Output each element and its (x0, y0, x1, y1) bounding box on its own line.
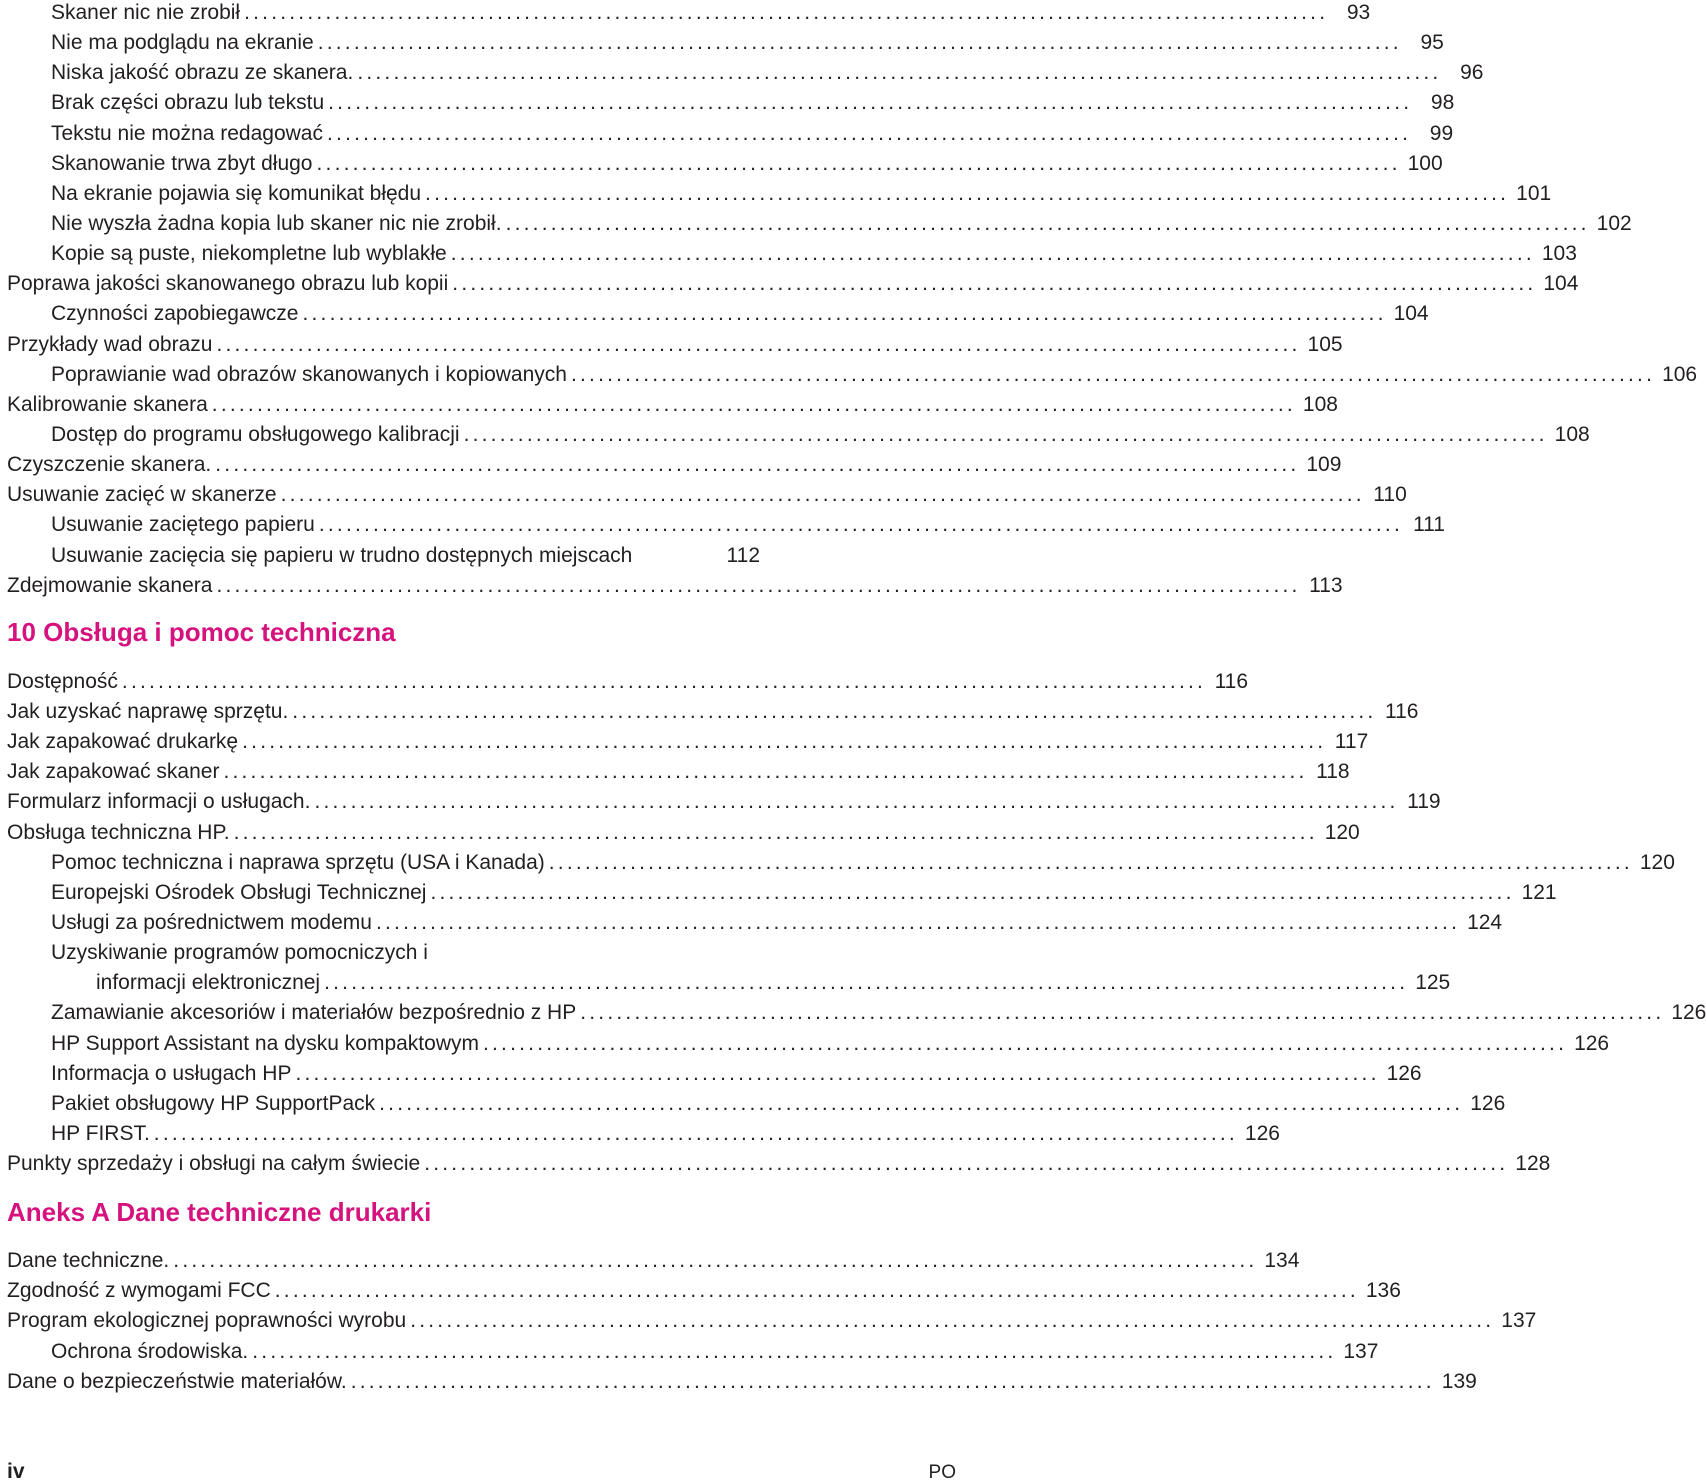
toc-entry-page: 126 (1244, 1121, 1280, 1145)
toc-entry[interactable] (7, 28, 1444, 58)
toc-entry[interactable] (7, 450, 1342, 480)
toc-group-specifications (7, 1246, 1537, 1397)
toc-dot-leader: ........................................................................................................................ (450, 242, 1535, 266)
toc-entry-page: 110 (1373, 483, 1407, 507)
toc-entry-page: 136 (1365, 1279, 1401, 1303)
toc-entry[interactable] (7, 480, 1407, 510)
toc-entry-title: Dane o bezpieczeństwie materiałów. (7, 1369, 347, 1393)
toc-entry-title: Usuwanie zaciętego papieru (51, 513, 315, 537)
toc-dot-leader: ........................................................................................................................ (379, 1091, 1464, 1115)
toc-entry-page: 118 (1316, 760, 1350, 784)
toc-dot-leader: ........................................................................................................................ (233, 820, 1318, 844)
toc-entry-title: Uzyskiwanie programów pomocniczych i (51, 941, 428, 965)
toc-entry-page: 109 (1306, 453, 1342, 477)
toc-entry-page: 117 (1334, 730, 1369, 754)
toc-entry-page: 96 (1460, 61, 1484, 85)
toc-dot-leader: ........................................................................................................................ (463, 422, 1548, 446)
toc-entry[interactable] (7, 360, 1698, 390)
toc-entry-page: 111 (1413, 513, 1445, 537)
toc-dot-leader: ........................................................................................................................ (274, 1279, 1359, 1303)
table-of-contents (7, 0, 1706, 1397)
toc-entry-page: 102 (1596, 211, 1632, 235)
toc-dot-leader: ........................................................................................................................ (215, 453, 1300, 477)
toc-dot-leader: ........................................................................................................................ (482, 1031, 1568, 1055)
toc-dot-leader: ........................................................................................................................ (295, 1061, 1380, 1085)
toc-entry-page: 112 (726, 543, 760, 567)
toc-dot-leader: ........................................................................................................................ (314, 790, 1399, 814)
toc-entry-title: Punkty sprzedaży i obsługi na całym świecie (7, 1152, 421, 1176)
toc-entry-page: 106 (1662, 362, 1698, 386)
toc-dot-leader: ........................................................................................................................ (424, 1152, 1509, 1176)
toc-entry[interactable] (7, 1089, 1506, 1119)
toc-entry-page: 104 (1393, 302, 1429, 326)
toc-entry-page: 139 (1441, 1369, 1477, 1393)
toc-entry[interactable] (7, 938, 760, 968)
toc-dot-leader: ........................................................................................................................ (316, 151, 1401, 175)
toc-entry-page: 105 (1307, 332, 1343, 356)
toc-entry-title: Czyszczenie skanera. (7, 453, 212, 477)
toc-entry[interactable] (7, 1149, 1551, 1179)
toc-entry-title: Pakiet obsługowy HP SupportPack (51, 1091, 376, 1115)
toc-entry[interactable] (7, 1029, 1610, 1059)
toc-entry-page: 101 (1516, 181, 1552, 205)
toc-entry[interactable] (7, 1059, 1422, 1089)
toc-entry[interactable] (7, 697, 1419, 727)
toc-entry-page: 126 (1574, 1031, 1610, 1055)
toc-entry-page: 126 (1671, 1001, 1706, 1025)
toc-entry[interactable] (7, 58, 1484, 88)
toc-dot-leader: ........................................................................................................................ (242, 730, 1327, 754)
toc-entry[interactable] (7, 848, 1675, 878)
toc-dot-leader: ........................................................................................................................ (302, 302, 1387, 326)
toc-entry-title: Przykłady wad obrazu (7, 332, 213, 356)
toc-entry-title: HP FIRST. (51, 1121, 150, 1145)
toc-dot-leader: ........................................................................................................................ (223, 760, 1308, 784)
toc-entry-page: 125 (1415, 971, 1451, 995)
toc-entry[interactable] (7, 1306, 1537, 1336)
toc-entry-page: 113 (1309, 573, 1343, 597)
toc-entry-page: 108 (1302, 392, 1338, 416)
toc-entry-title: Tekstu nie można redagować (51, 121, 323, 145)
toc-entry[interactable] (7, 541, 760, 571)
toc-entry-title: Usługi za pośrednictwem modemu (51, 910, 372, 934)
toc-entry-title: Kalibrowanie skanera (7, 392, 208, 416)
toc-entry-title: Usuwanie zacięcia się papieru w trudno dostępnych miejscach (51, 543, 633, 567)
toc-dot-leader: ........................................................................................................................ (216, 573, 1301, 597)
toc-entry-title: Na ekranie pojawia się komunikat błędu (51, 181, 422, 205)
toc-entry[interactable] (7, 998, 1706, 1028)
toc-entry[interactable] (7, 667, 1249, 697)
toc-entry[interactable] (7, 420, 1590, 450)
toc-entry-page: 120 (1324, 820, 1360, 844)
toc-entry-title: Kopie są puste, niekompletne lub wyblakłe (51, 242, 447, 266)
toc-entry[interactable] (7, 390, 1338, 420)
toc-entry[interactable] (7, 908, 1503, 938)
toc-dot-leader: ........................................................................................................................ (430, 880, 1515, 904)
toc-entry[interactable] (7, 209, 1632, 239)
toc-group-support (7, 667, 1706, 1179)
toc-entry-page: 104 (1543, 272, 1579, 296)
toc-entry-title: Poprawa jakości skanowanego obrazu lub kopii (7, 272, 449, 296)
toc-entry-title: Skanowanie trwa zbyt długo (51, 151, 313, 175)
toc-entry[interactable] (7, 239, 1577, 269)
toc-dot-leader: ........................................................................................................................ (548, 850, 1633, 874)
toc-entry[interactable] (7, 968, 1451, 998)
toc-entry-title: informacji elektronicznej (96, 971, 321, 995)
toc-entry-title: Usuwanie zacięć w skanerze (7, 483, 277, 507)
toc-entry-title: Niska jakość obrazu ze skanera. (51, 61, 354, 85)
toc-entry-title: Brak części obrazu lub tekstu (51, 91, 325, 115)
toc-entry[interactable] (7, 119, 1454, 149)
toc-entry-page: 98 (1430, 91, 1455, 115)
toc-entry-page: 99 (1429, 121, 1454, 145)
toc-entry[interactable] (7, 1119, 1280, 1149)
chapter-heading-appendix-a[interactable]: Aneks A Dane techniczne drukarki (7, 1197, 432, 1228)
toc-dot-leader: ........................................................................................................................ (153, 1121, 1238, 1145)
toc-dot-leader: ........................................................................................................................ (327, 121, 1412, 145)
toc-entry[interactable] (7, 269, 1579, 299)
page-number: iv (7, 1460, 25, 1483)
toc-entry[interactable] (7, 787, 1441, 817)
toc-entry-page: 137 (1501, 1309, 1537, 1333)
toc-entry[interactable] (7, 818, 1360, 848)
toc-entry-page: 120 (1639, 850, 1675, 874)
toc-entry[interactable] (7, 727, 1369, 757)
toc-dot-leader: ........................................................................................................................ (317, 31, 1402, 55)
toc-entry-title: Czynności zapobiegawcze (51, 302, 299, 326)
toc-entry-page: 116 (1384, 699, 1419, 723)
toc-entry-title: Europejski Ośrodek Obsługi Technicznej (51, 880, 427, 904)
toc-entry-title: Zamawianie akcesoriów i materiałów bezpośrednio z HP (51, 1001, 577, 1025)
toc-dot-leader: ........................................................................................................................ (121, 669, 1207, 693)
toc-entry[interactable] (7, 1337, 1379, 1367)
toc-entry[interactable] (7, 510, 1445, 540)
toc-entry[interactable] (7, 1276, 1401, 1306)
toc-entry-title: Zdejmowanie skanera (7, 573, 213, 597)
toc-entry[interactable] (7, 299, 1429, 329)
toc-entry-title: HP Support Assistant na dysku kompaktowym (51, 1031, 479, 1055)
toc-dot-leader: ........................................................................................................................ (211, 392, 1296, 416)
toc-dot-leader: ........................................................................................................................ (357, 61, 1442, 85)
toc-entry-title: Jak uzyskać naprawę sprzętu. (7, 699, 289, 723)
toc-entry-title: Informacja o usługach HP (51, 1061, 292, 1085)
toc-entry-page: 128 (1515, 1152, 1551, 1176)
toc-entry-title: Formularz informacji o usługach. (7, 790, 311, 814)
toc-entry-title: Obsługa techniczna HP. (7, 820, 230, 844)
toc-entry-title: Dostępność (7, 669, 118, 693)
toc-entry-title: Pomoc techniczna i naprawa sprzętu (USA i Kanada) (51, 850, 545, 874)
toc-entry-page: 121 (1521, 880, 1557, 904)
toc-entry-page: 100 (1407, 151, 1443, 175)
toc-entry[interactable] (7, 1367, 1477, 1397)
toc-dot-leader: ........................................................................................................................ (425, 181, 1510, 205)
toc-entry[interactable] (7, 757, 1350, 787)
toc-entry[interactable] (7, 149, 1443, 179)
toc-group-troubleshooting (7, 0, 1698, 601)
toc-entry-page: 116 (1214, 669, 1249, 693)
toc-dot-leader: ........................................................................................................................ (570, 362, 1656, 386)
toc-dot-leader: ........................................................................................................................ (505, 211, 1590, 235)
toc-entry-title: Dostęp do programu obsługowego kalibracji (51, 422, 460, 446)
toc-entry-title: Poprawianie wad obrazów skanowanych i kopiowanych (51, 362, 567, 386)
toc-entry-title: Nie ma podglądu na ekranie (51, 31, 314, 55)
toc-entry[interactable] (7, 0, 1371, 28)
chapter-heading-10[interactable]: 10 Obsługa i pomoc techniczna (7, 616, 396, 647)
toc-dot-leader: ........................................................................................................................ (216, 332, 1301, 356)
toc-entry-title: Skaner nic nie zrobił (51, 1, 241, 24)
toc-entry-page: 124 (1467, 910, 1503, 934)
toc-entry-page: 119 (1407, 790, 1441, 814)
toc-entry-title: Jak zapakować drukarkę (7, 730, 239, 754)
toc-entry-page: 126 (1386, 1061, 1422, 1085)
toc-dot-leader: ........................................................................................................................ (280, 483, 1365, 507)
toc-dot-leader: ........................................................................................................................ (580, 1001, 1665, 1025)
toc-dot-leader: ........................................................................................................................ (375, 910, 1461, 934)
toc-entry[interactable] (7, 1246, 1300, 1276)
toc-entry-title: Zgodność z wymogami FCC (7, 1279, 271, 1303)
toc-entry[interactable] (7, 571, 1343, 601)
toc-entry-page: 108 (1554, 422, 1590, 446)
toc-entry-page: 93 (1346, 1, 1371, 24)
toc-dot-leader: ........................................................................................................................ (350, 1369, 1435, 1393)
toc-entry[interactable] (7, 88, 1455, 118)
toc-entry[interactable] (7, 330, 1343, 360)
toc-entry-title: Program ekologicznej poprawności wyrobu (7, 1309, 407, 1333)
toc-entry-title: Jak zapakować skaner (7, 760, 220, 784)
toc-dot-leader: ........................................................................................................................ (452, 272, 1537, 296)
toc-dot-leader: ........................................................................................................................ (324, 971, 1409, 995)
toc-dot-leader: ........................................................................................................................ (173, 1249, 1258, 1273)
toc-entry-title: Ochrona środowiska. (51, 1339, 249, 1363)
toc-dot-leader: ........................................................................................................................ (292, 699, 1377, 723)
toc-entry-title: Dane techniczne. (7, 1249, 170, 1273)
toc-dot-leader: ........................................................................................................................ (410, 1309, 1495, 1333)
toc-dot-leader: ........................................................................................................................ (244, 1, 1329, 24)
toc-dot-leader: ........................................................................................................................ (252, 1339, 1337, 1363)
toc-dot-leader: ........................................................................................................................ (328, 91, 1413, 115)
toc-entry-title: Nie wyszła żadna kopia lub skaner nic nie zrobił. (51, 211, 502, 235)
language-code: PO (928, 1462, 956, 1483)
toc-entry[interactable] (7, 179, 1552, 209)
toc-entry-page: 126 (1470, 1091, 1506, 1115)
toc-entry-page: 134 (1264, 1249, 1300, 1273)
toc-entry-page: 103 (1541, 242, 1577, 266)
toc-dot-leader: ........................................................................................................................ (318, 513, 1403, 537)
toc-entry-page: 95 (1420, 31, 1444, 55)
toc-entry-page: 137 (1343, 1339, 1379, 1363)
toc-entry[interactable] (7, 878, 1557, 908)
